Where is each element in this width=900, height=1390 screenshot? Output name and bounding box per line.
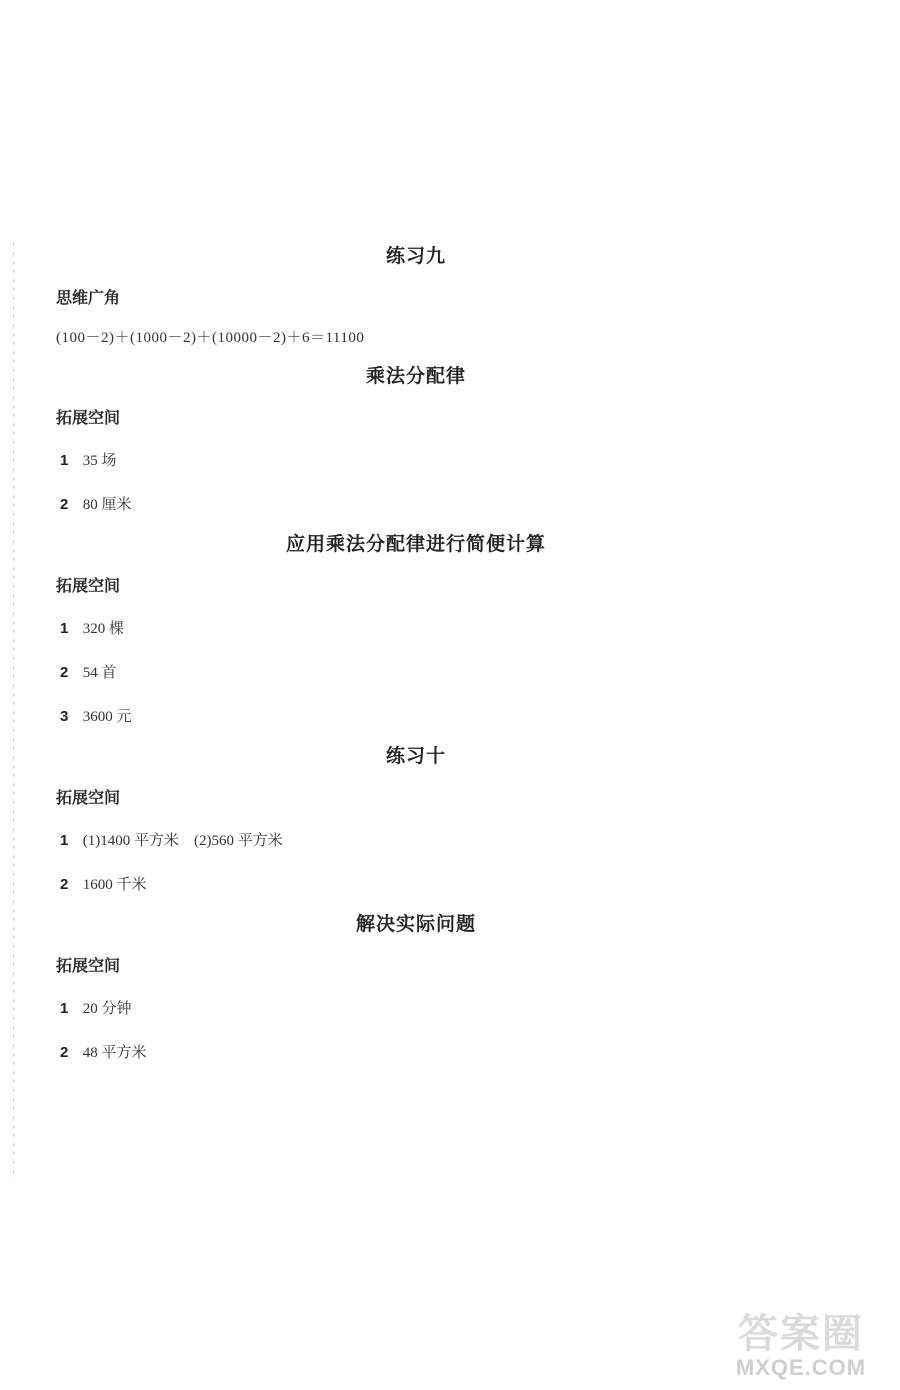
answer-value: 54 首 (82, 665, 117, 681)
answer-item (56, 986, 776, 1030)
answer-number: 1 (60, 620, 69, 637)
answer-item (56, 438, 776, 482)
section-applied-distributive-law (56, 526, 776, 738)
answer-item (56, 818, 776, 862)
answer-value: 3600 元 (82, 709, 132, 725)
answer-item (56, 1030, 776, 1074)
watermark-title: 答案圈 (738, 1312, 864, 1356)
answer-value: 320 棵 (82, 621, 125, 637)
answer-value: 35 场 (82, 453, 117, 469)
answer-number: 2 (60, 1044, 69, 1061)
watermark-logo (716, 1312, 886, 1380)
answer-value: 1600 千米 (82, 877, 147, 893)
section-title: 练习九 (385, 245, 446, 267)
section-title: 练习十 (385, 745, 446, 767)
answer-item (56, 606, 776, 650)
watermark-domain: MXQE.COM (735, 1355, 867, 1380)
answer-number: 1 (60, 1000, 69, 1017)
answer-value: 48 平方米 (82, 1045, 147, 1061)
answer-number: 2 (60, 664, 69, 681)
answer-value: 80 厘米 (82, 497, 132, 513)
section-title: 应用乘法分配律进行简便计算 (285, 533, 546, 555)
section-title: 解决实际问题 (355, 913, 476, 935)
section-exercise-10 (56, 738, 776, 906)
section-title: 乘法分配律 (365, 365, 466, 387)
subhead: 拓展空间 (56, 576, 121, 595)
section-solve-practical-problems (56, 906, 776, 1074)
answer-number: 1 (60, 832, 69, 849)
formula-answer: (100－2)＋(1000－2)＋(10000－2)＋6＝11100 (56, 330, 365, 346)
answer-number: 3 (60, 708, 69, 725)
answer-number: 2 (60, 496, 69, 513)
subhead: 拓展空间 (56, 788, 121, 807)
answer-item (56, 862, 776, 906)
answer-number: 2 (60, 876, 69, 893)
subhead: 思维广角 (56, 288, 121, 307)
answer-item (56, 694, 776, 738)
subhead: 拓展空间 (56, 956, 121, 975)
answer-item (56, 650, 776, 694)
answer-value: (1)1400 平方米 (2)560 平方米 (82, 833, 283, 849)
answer-number: 1 (60, 452, 69, 469)
answer-page (56, 238, 776, 1074)
section-distributive-law (56, 358, 776, 526)
section-exercise-9 (56, 238, 776, 358)
answer-value: 20 分钟 (82, 1001, 132, 1017)
subhead: 拓展空间 (56, 408, 121, 427)
binding-edge-dots (0, 240, 14, 1180)
answer-item (56, 482, 776, 526)
